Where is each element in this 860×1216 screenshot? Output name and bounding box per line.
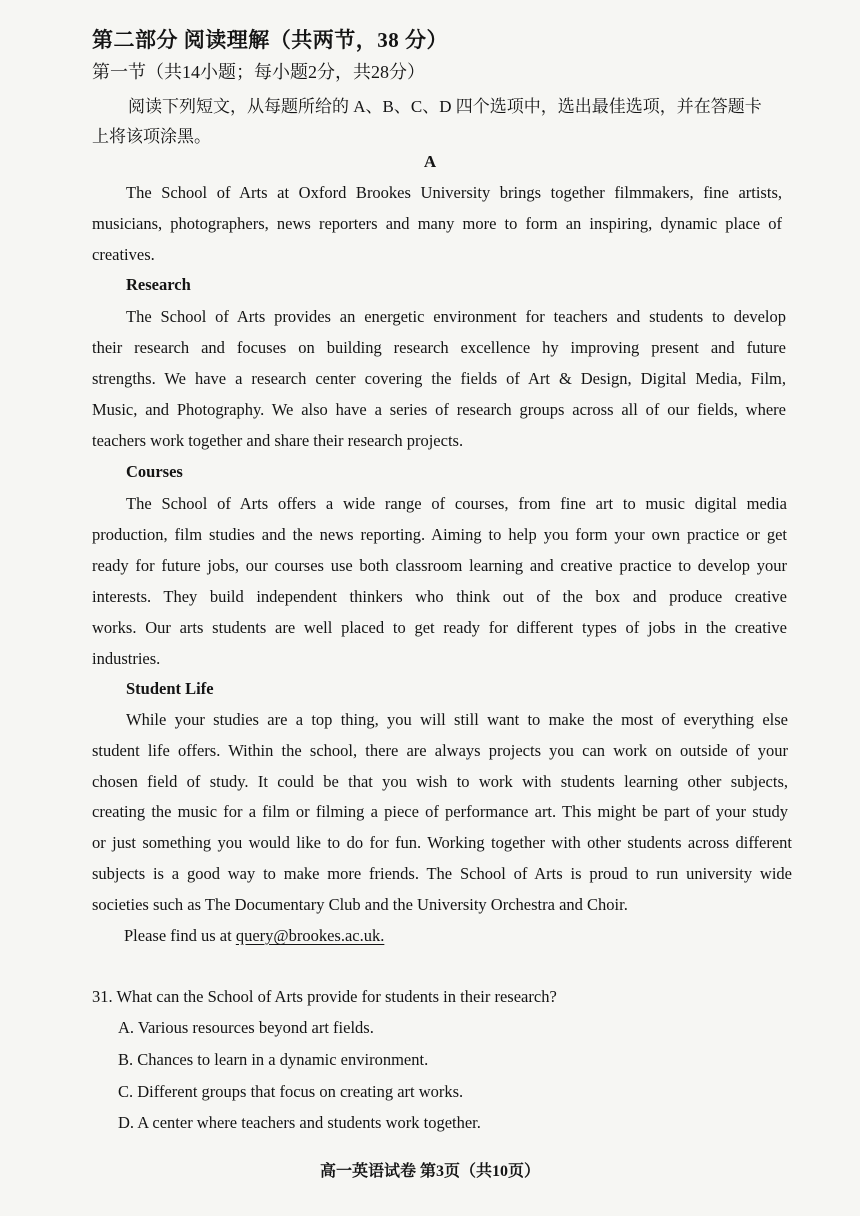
student-life-line: societies such as The Documentary Club and the University Orchestra and Choir. bbox=[92, 895, 628, 914]
courses-line: industries. bbox=[92, 649, 161, 668]
student-life-line: or just something you would like to do for fun. Working together with other students across different bbox=[92, 833, 792, 852]
student-life-line: creating the music for a film or filming a piece of performance art. This might be part of your study bbox=[92, 802, 788, 821]
passage-label: A bbox=[423, 152, 437, 171]
option-d: D. A center where teachers and students work together. bbox=[118, 1113, 481, 1132]
intro-line: creatives. bbox=[92, 245, 155, 264]
intro-line: musicians, photographers, news reporters and many more to form an inspiring, dynamic place of bbox=[92, 214, 782, 233]
instruction-line-2: 上将该项涂黑。 bbox=[92, 127, 211, 146]
section-title: 第一节（共14小题；每小题2分，共28分） bbox=[92, 62, 425, 82]
page-footer: 高一英语试卷 第3页（共10页） bbox=[319, 1163, 540, 1180]
courses-line: The School of Arts offers a wide range of courses, from fine art to music digital media bbox=[126, 494, 787, 513]
question-stem: 31. What can the School of Arts provide for students in their research? bbox=[92, 987, 557, 1006]
student-life-line: subjects is a good way to make more friends. The School of Arts is proud to run university wide bbox=[92, 864, 792, 883]
option-c: C. Different groups that focus on creating art works. bbox=[118, 1082, 464, 1101]
courses-line: ready for future jobs, our courses use both classroom learning and creative practice to develop your bbox=[92, 556, 787, 575]
research-heading: Research bbox=[126, 275, 191, 294]
contact-prefix: Please find us at bbox=[124, 926, 236, 945]
courses-heading: Courses bbox=[126, 462, 183, 481]
student-life-line: While your studies are a top thing, you will still want to make the most of everything else bbox=[126, 710, 788, 729]
research-line: Music, and Photography. We also have a series of research groups across all of our fields, where bbox=[92, 400, 786, 419]
courses-line: works. Our arts students are well placed to get ready for different types of jobs in the creative bbox=[92, 618, 787, 637]
research-line: teachers work together and share their research projects. bbox=[92, 431, 464, 450]
student-life-line: student life offers. Within the school, there are always projects you can work on outside of your bbox=[92, 741, 788, 760]
option-a: A. Various resources beyond art fields. bbox=[118, 1018, 374, 1037]
research-line: strengths. We have a research center covering the fields of Art & Design, Digital Media, Film, bbox=[92, 369, 786, 388]
research-line: their research and focuses on building research excellence hy improving present and future bbox=[92, 338, 786, 357]
courses-line: production, film studies and the news reporting. Aiming to help you form your own practice or get bbox=[92, 525, 787, 544]
contact-line bbox=[124, 926, 384, 946]
contact-email: query@brookes.ac.uk. bbox=[235, 926, 385, 945]
courses-line: interests. They build independent thinkers who think out of the box and produce creative bbox=[92, 587, 787, 606]
part-title: 第二部分 阅读理解（共两节，38 分） bbox=[92, 28, 448, 52]
intro-line: The School of Arts at Oxford Brookes University brings together filmmakers, fine artists, bbox=[126, 183, 782, 202]
student-life-line: chosen field of study. It could be that you wish to work with students learning other subjects, bbox=[92, 772, 788, 791]
student-life-heading: Student Life bbox=[126, 679, 214, 698]
instruction-line-1: 阅读下列短文，从每题所给的 A、B、C、D 四个选项中，选出最佳选项，并在答题卡 bbox=[128, 97, 762, 116]
option-b: B. Chances to learn in a dynamic environment. bbox=[118, 1050, 429, 1069]
research-line: The School of Arts provides an energetic environment for teachers and students to develop bbox=[126, 307, 786, 326]
